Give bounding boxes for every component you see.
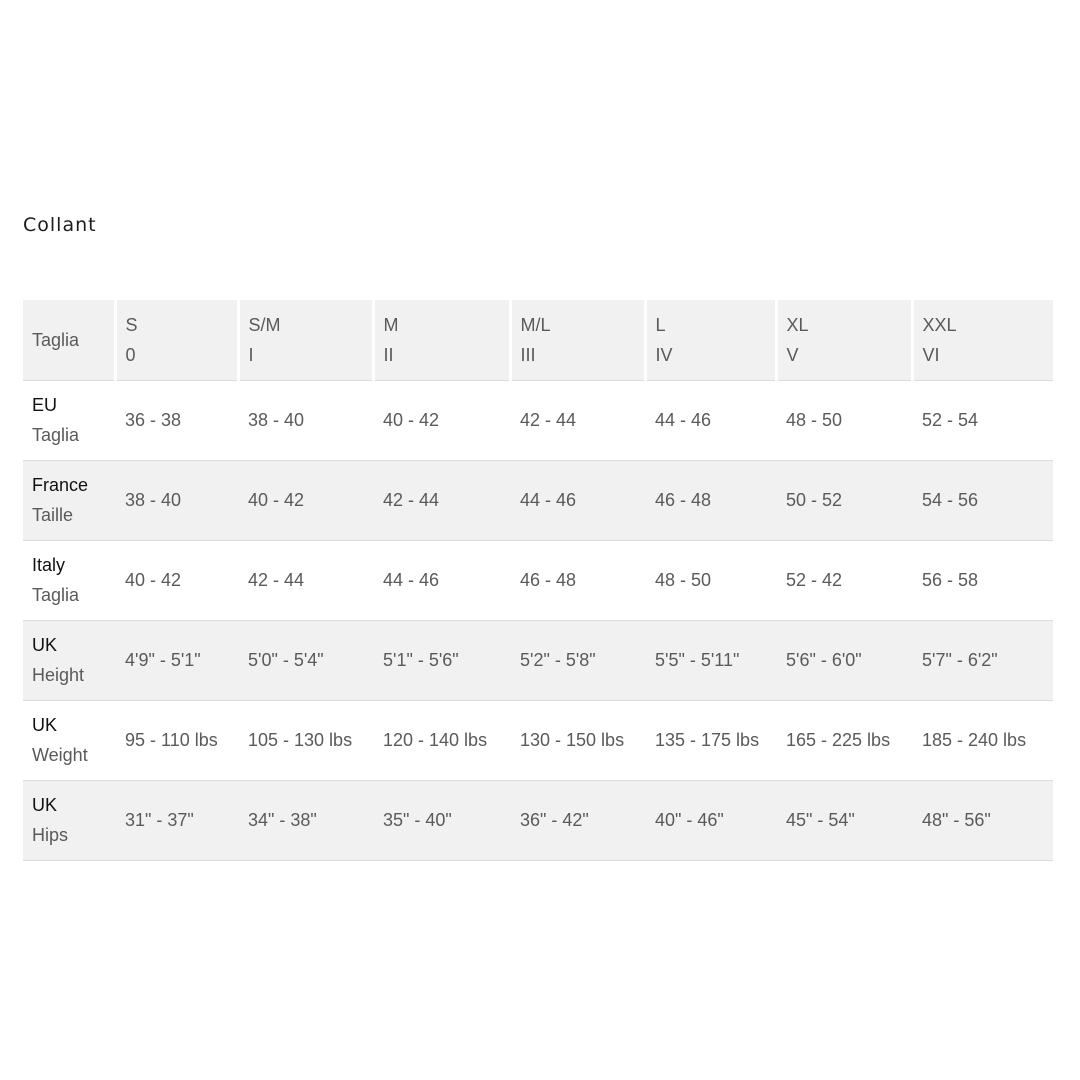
row-label: Italy <box>32 555 66 575</box>
table-cell: 120 - 140 lbs <box>373 700 510 780</box>
header-label-cell <box>23 300 115 380</box>
table-cell: 135 - 175 lbs <box>645 700 776 780</box>
row-label-cell <box>23 540 115 620</box>
table-cell: 40 - 42 <box>373 380 510 460</box>
row-sublabel: Taglia <box>32 425 80 445</box>
row-sublabel: Height <box>32 665 85 685</box>
header-size-cell <box>115 300 238 380</box>
size-roman: IV <box>655 344 673 365</box>
table-cell: 42 - 44 <box>238 540 373 620</box>
table-row <box>23 460 1053 540</box>
header-size-cell <box>776 300 912 380</box>
size-roman: V <box>786 344 799 365</box>
table-cell: 34" - 38" <box>238 780 373 860</box>
table-cell: 38 - 40 <box>238 380 373 460</box>
table-cell: 40" - 46" <box>645 780 776 860</box>
size-code: S <box>125 314 138 335</box>
table-cell: 54 - 56 <box>912 460 1053 540</box>
table-header-row <box>23 300 1053 380</box>
size-roman: II <box>383 344 394 365</box>
table-cell: 36" - 42" <box>510 780 645 860</box>
row-label-cell <box>23 780 115 860</box>
table-cell: 44 - 46 <box>645 380 776 460</box>
row-label-cell <box>23 700 115 780</box>
table-cell: 45" - 54" <box>776 780 912 860</box>
row-sublabel: Hips <box>32 825 69 845</box>
table-row <box>23 700 1053 780</box>
table-cell: 42 - 44 <box>373 460 510 540</box>
size-roman: I <box>248 344 254 365</box>
row-sublabel: Taille <box>32 505 74 525</box>
size-roman: VI <box>922 344 940 365</box>
table-cell: 44 - 46 <box>510 460 645 540</box>
table-cell: 48 - 50 <box>776 380 912 460</box>
table-cell: 31" - 37" <box>115 780 238 860</box>
table-cell: 48 - 50 <box>645 540 776 620</box>
table-cell: 35" - 40" <box>373 780 510 860</box>
row-label: France <box>32 475 89 495</box>
header-size-cell <box>510 300 645 380</box>
table-row <box>23 620 1053 700</box>
table-cell: 4'9" - 5'1" <box>115 620 238 700</box>
header-label: Taglia <box>32 329 80 350</box>
table-cell: 5'1" - 5'6" <box>373 620 510 700</box>
table-row <box>23 540 1053 620</box>
row-sublabel: Taglia <box>32 585 80 605</box>
table-row <box>23 380 1053 460</box>
row-label-cell <box>23 460 115 540</box>
header-size-cell <box>645 300 776 380</box>
row-label-cell <box>23 620 115 700</box>
table-row <box>23 780 1053 860</box>
table-cell: 46 - 48 <box>510 540 645 620</box>
size-code: S/M <box>248 314 281 335</box>
row-sublabel: Weight <box>32 745 88 765</box>
table-cell: 38 - 40 <box>115 460 238 540</box>
header-size-cell <box>373 300 510 380</box>
table-cell: 44 - 46 <box>373 540 510 620</box>
table-cell: 105 - 130 lbs <box>238 700 373 780</box>
table-cell: 5'5" - 5'11" <box>645 620 776 700</box>
table-cell: 52 - 42 <box>776 540 912 620</box>
row-label: UK <box>32 635 58 655</box>
table-cell: 52 - 54 <box>912 380 1053 460</box>
row-label-cell <box>23 380 115 460</box>
header-size-cell <box>912 300 1053 380</box>
size-code: XXL <box>922 314 957 335</box>
size-code: M/L <box>520 314 551 335</box>
table-cell: 5'6" - 6'0" <box>776 620 912 700</box>
table-cell: 95 - 110 lbs <box>115 700 238 780</box>
row-label: UK <box>32 795 58 815</box>
table-cell: 185 - 240 lbs <box>912 700 1053 780</box>
size-code: XL <box>786 314 809 335</box>
size-code: M <box>383 314 399 335</box>
table-cell: 56 - 58 <box>912 540 1053 620</box>
table-cell: 36 - 38 <box>115 380 238 460</box>
size-chart-table <box>23 300 1053 861</box>
table-cell: 48" - 56" <box>912 780 1053 860</box>
table-cell: 46 - 48 <box>645 460 776 540</box>
table-cell: 42 - 44 <box>510 380 645 460</box>
size-roman: 0 <box>125 344 136 365</box>
page-title: Collant <box>23 214 97 236</box>
table-cell: 5'7" - 6'2" <box>912 620 1053 700</box>
table-cell: 130 - 150 lbs <box>510 700 645 780</box>
table-cell: 40 - 42 <box>115 540 238 620</box>
size-code: L <box>655 314 666 335</box>
table-cell: 40 - 42 <box>238 460 373 540</box>
table-cell: 5'0" - 5'4" <box>238 620 373 700</box>
row-label: UK <box>32 715 58 735</box>
row-label: EU <box>32 395 58 415</box>
table-cell: 50 - 52 <box>776 460 912 540</box>
table-cell: 5'2" - 5'8" <box>510 620 645 700</box>
size-roman: III <box>520 344 536 365</box>
header-size-cell <box>238 300 373 380</box>
table-cell: 165 - 225 lbs <box>776 700 912 780</box>
